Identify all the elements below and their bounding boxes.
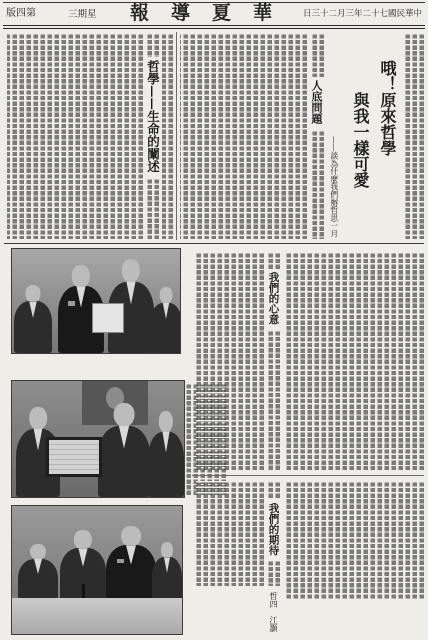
- section-heading-human-problem: 人底問題: [310, 80, 323, 124]
- body-text-columns: [146, 178, 159, 239]
- photo-figure: [148, 411, 184, 497]
- body-text-columns: [404, 33, 424, 239]
- author-byline: 哲四 江灝: [269, 592, 278, 632]
- figure-head: [74, 530, 92, 550]
- figure-head: [72, 265, 90, 288]
- certificate: [92, 303, 124, 333]
- headline-line-2: 與我一樣可愛: [351, 92, 370, 188]
- figure-head: [160, 287, 173, 304]
- figure-head: [29, 407, 47, 430]
- photo-figure: [152, 542, 182, 606]
- figure-torso: [98, 426, 150, 497]
- issue-date: 中華民國七十二年三月二十三日: [303, 9, 423, 19]
- weekday: 星期三: [68, 9, 97, 20]
- body-text-columns: [284, 481, 424, 599]
- photo-figure: [106, 526, 156, 606]
- body-text-columns: [196, 481, 264, 586]
- body-text-columns: [196, 252, 264, 470]
- photo-ceremony-1: [11, 248, 181, 354]
- figure-head: [114, 403, 135, 427]
- figure-head: [161, 542, 173, 559]
- photo-ceremony-2: [11, 380, 185, 498]
- side-article-heading: 哲學——生命的闡述: [145, 60, 161, 173]
- figure-torso: [14, 301, 52, 353]
- photo-meeting: [11, 505, 183, 635]
- photo-figure: [18, 544, 58, 606]
- body-text-columns: [268, 330, 280, 470]
- figure-head: [159, 411, 173, 433]
- framed-plaque: [46, 437, 102, 477]
- figure-head: [30, 544, 46, 560]
- photo-figure: [98, 403, 150, 497]
- header-rule: [3, 25, 425, 29]
- figure-head: [25, 285, 40, 303]
- body-text-columns: [268, 481, 280, 499]
- body-text-columns: [162, 33, 173, 239]
- column-divider: [176, 32, 177, 240]
- body-text-columns: [284, 252, 424, 470]
- body-text-columns: [268, 252, 280, 269]
- body-text-columns: [311, 130, 324, 239]
- body-text-columns: [146, 33, 159, 57]
- section-heading-our-expectation: 我們的期待: [267, 503, 280, 556]
- photo-figure: [150, 287, 181, 353]
- headline-line-1: 哦！原來哲學: [378, 60, 397, 156]
- table: [12, 598, 182, 634]
- edition-number: 第四版: [6, 8, 36, 19]
- body-text-columns: [7, 33, 143, 239]
- figure-torso: [150, 303, 181, 353]
- body-text-columns: [311, 33, 324, 77]
- photo-figure: [14, 285, 52, 353]
- figure-torso: [106, 545, 156, 606]
- figure-torso: [148, 432, 184, 497]
- figure-head: [121, 526, 141, 547]
- section-heading-our-intention: 我們的心意: [267, 272, 280, 325]
- masthead: 華夏導報: [130, 2, 295, 24]
- section-rule: [192, 475, 424, 476]
- figure-head: [122, 259, 140, 283]
- body-text-columns: [268, 560, 280, 586]
- article-subtitle: ——談為什麼我們辦哲思一月: [329, 136, 339, 238]
- section-rule: [4, 243, 424, 244]
- body-text-columns: [180, 33, 307, 239]
